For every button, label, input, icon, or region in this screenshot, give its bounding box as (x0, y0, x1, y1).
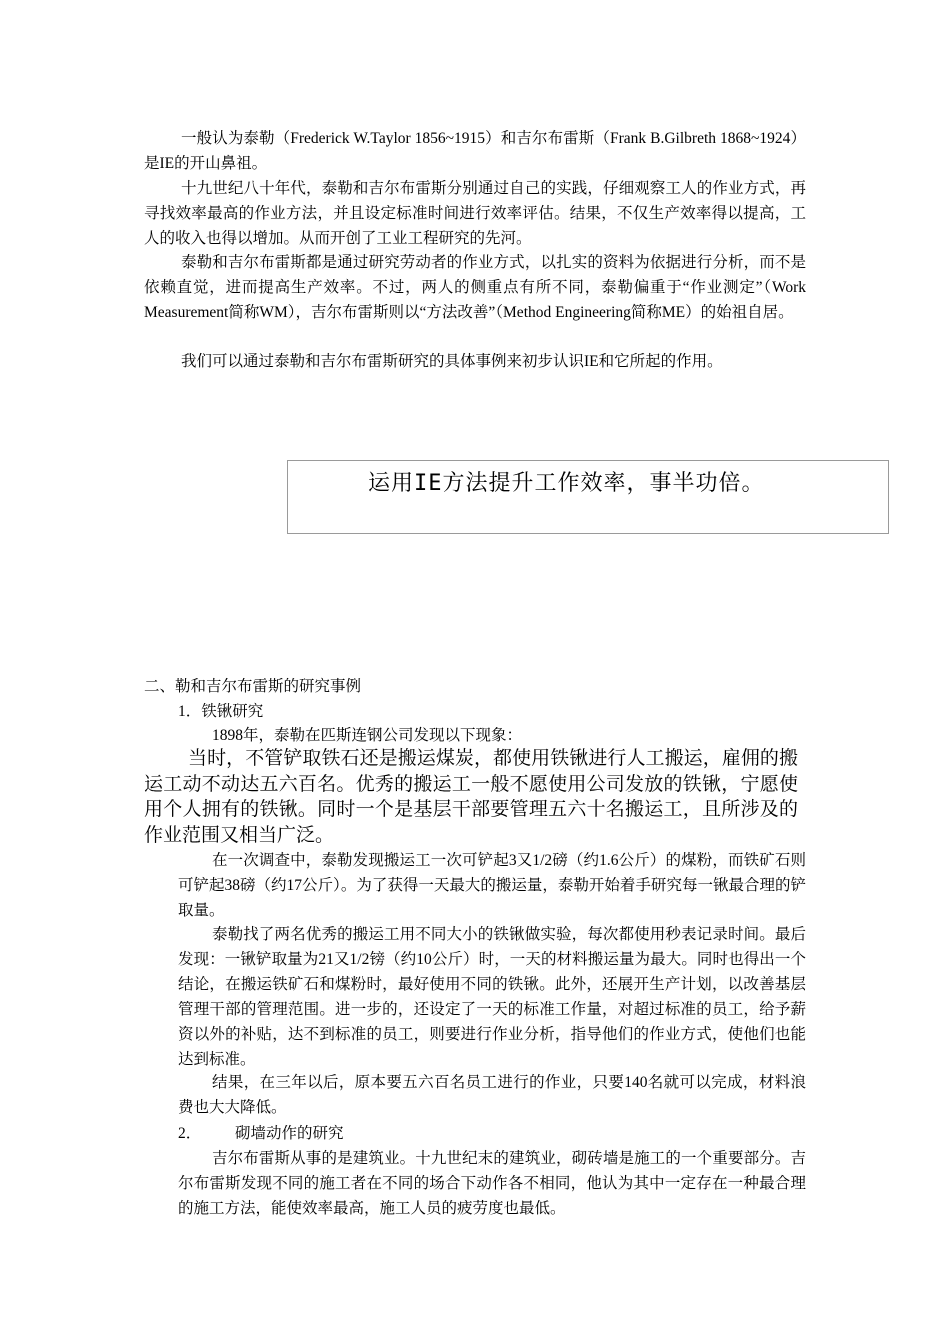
subsection-2-label: 砌墙动作的研究 (235, 1125, 344, 1142)
subsection-1-title: 1．铁锹研究 (178, 703, 264, 720)
intro-paragraph-3: 泰勒和吉尔布雷斯都是通过研究劳动者的作业方式，以扎实的资料为依据进行分析，而不是依赖直觉，进而提高生产效率。不过，两人的侧重点有所不同，泰勒偏重于“作业测定”（Work Measurement简称WM），吉尔布雷斯则以“方法改善”（Method Engineering简称ME）的始祖自居。 (144, 254, 806, 321)
paragraph-shovel-experiment: 泰勒找了两名优秀的搬运工用不同大小的铁锹做实验，每次都使用秒表记录时间。最后发现：一锹铲取量为21又1/2镑（约10公斤）时，一天的材料搬运量为最大。同时也得出一个结论，在搬运铁矿石和煤粉时，最好使用不同的铁锹。此外，还展开生产计划，以改善基层管理干部的管理范围。进一步的，还设定了一天的标准工作量，对超过标准的员工，给予薪资以外的补贴，达不到标准的员工，则要进行作业分析，指导他们的作业方式，使他们也能达到标准。 (178, 926, 806, 1068)
callout-box (287, 460, 889, 534)
intro-paragraph-1: 一般认为泰勒（Frederick W.Taylor 1856~1915）和吉尔布雷斯（Frank B.Gilbreth 1868~1924）是IE的开山鼻祖。 (144, 130, 806, 172)
paragraph-shovel-survey: 在一次调查中，泰勒发现搬运工一次可铲起3又1/2磅（约1.6公斤）的煤粉，而铁矿石则可铲起38磅（约17公斤）。为了获得一天最大的搬运量，泰勒开始着手研究每一锹最合理的铲取量。 (178, 852, 806, 919)
subsection-1-intro-line: 1898年，泰勒在匹斯连钢公司发现以下现象： (212, 727, 523, 744)
large-paragraph: 当时，不管铲取铁石还是搬运煤炭，都使用铁锹进行人工搬运，雇佣的搬运工动不动达五六百名。优秀的搬运工一般不愿使用公司发放的铁锹，宁愿使用个人拥有的铁锹。同时一个是基层干部要管理五六十名搬运工，且所涉及的作业范围又相当广泛。 (144, 748, 798, 846)
callout-text: 运用IE方法提升工作效率，事半功倍。 (368, 471, 765, 496)
subsection-2-number: 2． (178, 1125, 202, 1142)
intro-paragraph-4: 我们可以通过泰勒和吉尔布雷斯研究的具体事例来初步认识IE和它所起的作用。 (181, 353, 723, 370)
section-heading: 二、勒和吉尔布雷斯的研究事例 (144, 678, 362, 695)
paragraph-bricklaying: 吉尔布雷斯从事的是建筑业。十九世纪末的建筑业，砌砖墙是施工的一个重要部分。吉尔布雷斯发现不同的施工者在不同的场合下动作各不相同，他认为其中一定存在一种最合理的施工方法，能使效率最高，施工人员的疲劳度也最低。 (178, 1150, 806, 1217)
intro-paragraph-2: 十九世纪八十年代，泰勒和吉尔布雷斯分别通过自己的实践，仔细观察工人的作业方式，再寻找效率最高的作业方法，并且设定标准时间进行效率评估。结果，不仅生产效率得以提高，工人的收入也得以增加。从而开创了工业工程研究的先河。 (144, 180, 806, 247)
subsection-2-title (178, 1121, 344, 1146)
paragraph-shovel-result: 结果，在三年以后，原本要五六百名员工进行的作业，只要140名就可以完成，材料浪费也大大降低。 (178, 1074, 806, 1116)
